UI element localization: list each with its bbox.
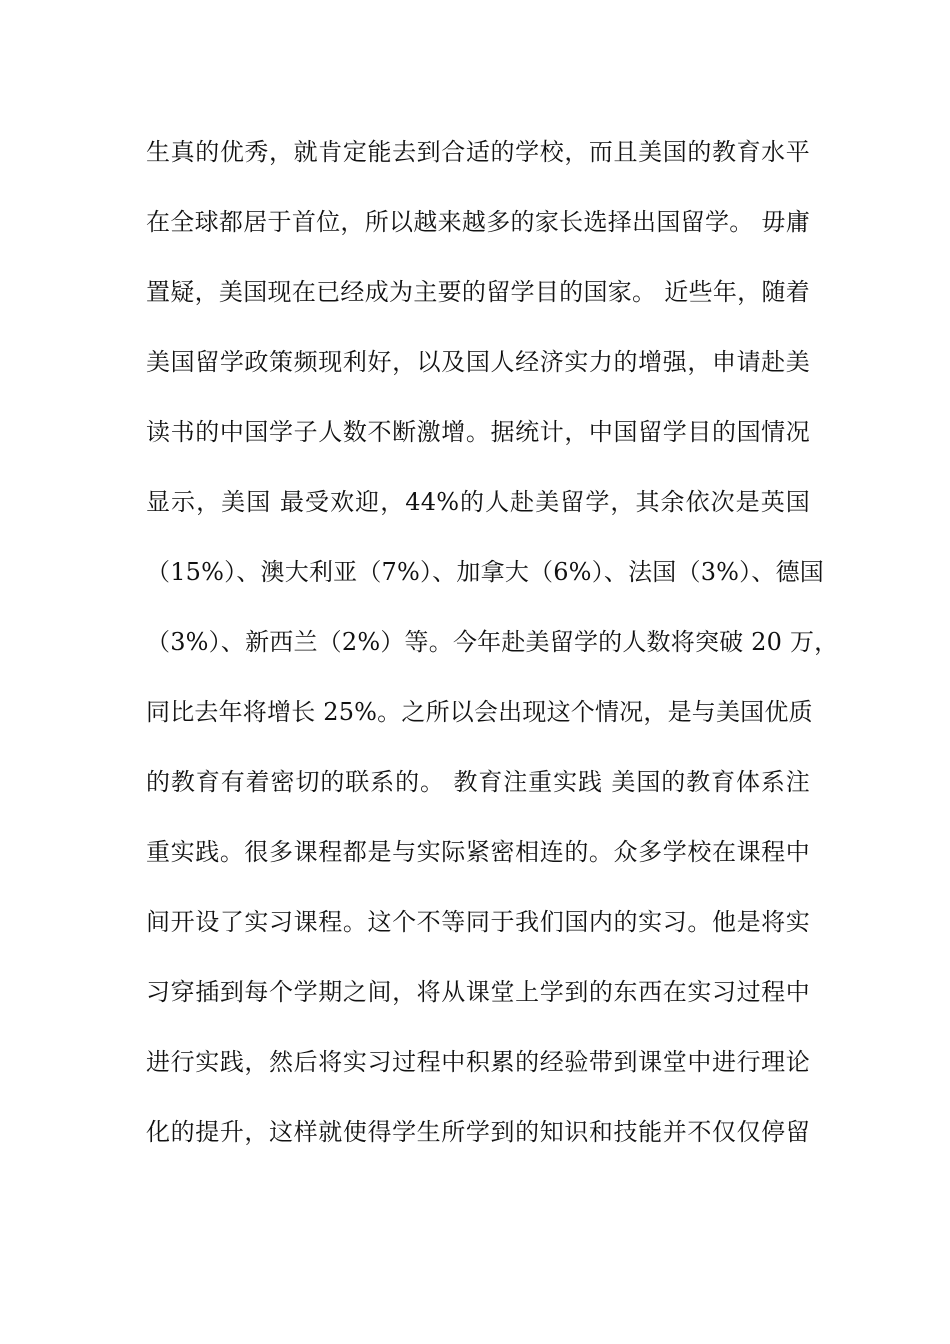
body-text — [146, 128, 839, 1178]
text-line: 置疑，美国现在已经成为主要的留学目的国家。 近些年，随着 — [146, 278, 810, 306]
text-line: （15%）、澳大利亚（7%）、加拿大（6%）、法国（3%）、德国 — [146, 558, 824, 586]
text-line: 重实践。很多课程都是与实际紧密相连的。众多学校在课程中 — [146, 838, 810, 866]
text-line: 美国留学政策频现利好，以及国人经济实力的增强，申请赴美 — [146, 348, 810, 376]
text-line: 读书的中国学子人数不断激增。据统计，中国留学目的国情况 — [146, 418, 810, 446]
text-line: 习穿插到每个学期之间，将从课堂上学到的东西在实习过程中 — [146, 978, 810, 1006]
text-line: 化的提升，这样就使得学生所学到的知识和技能并不仅仅停留 — [146, 1118, 810, 1146]
text-line: （3%）、新西兰（2%）等。今年赴美留学的人数将突破 20 万， — [146, 628, 839, 656]
text-line: 显示，美国 最受欢迎，44%的人赴美留学，其余依次是英国 — [146, 488, 810, 516]
text-line: 间开设了实习课程。这个不等同于我们国内的实习。他是将实 — [146, 908, 810, 936]
text-line: 同比去年将增长 25%。之所以会出现这个情况，是与美国优质 — [146, 698, 813, 726]
text-line: 进行实践，然后将实习过程中积累的经验带到课堂中进行理论 — [146, 1048, 810, 1076]
text-line: 的教育有着密切的联系的。 教育注重实践 美国的教育体系注 — [146, 768, 810, 796]
text-line: 生真的优秀，就肯定能去到合适的学校，而且美国的教育水平 — [146, 138, 810, 166]
text-line: 在全球都居于首位，所以越来越多的家长选择出国留学。 毋庸 — [146, 208, 810, 236]
